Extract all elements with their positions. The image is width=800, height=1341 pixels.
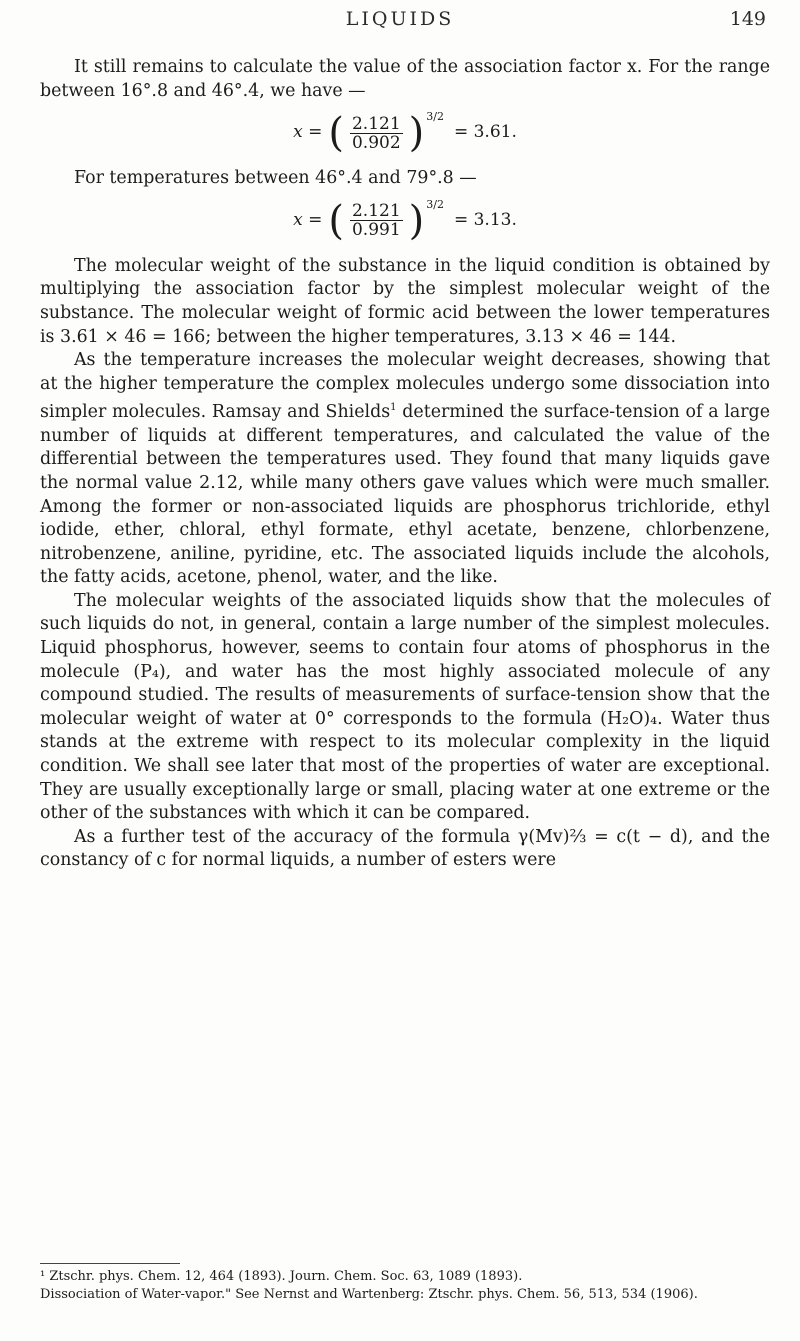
- paragraph-molecular-weight: The molecular weight of the substance in the liquid condition is obtained by multiplying the association factor by the simplest molecular weight of the substance. The molecular weight of formic acid between the lower temperatures is 3.61 × 46 = 166; between the higher temperatures, 3.13 × 46 = 144.: [40, 255, 770, 347]
- fraction-numerator: 2.121: [351, 201, 401, 222]
- fraction-numerator: 2.121: [351, 113, 401, 134]
- left-paren: (: [328, 110, 344, 157]
- left-paren: (: [328, 197, 344, 244]
- equation-exponent: 3/2: [426, 110, 444, 124]
- equation-high-range: [40, 197, 770, 245]
- equation-low-range: [40, 110, 770, 157]
- equation-lhs: x =: [293, 122, 323, 143]
- footnotes: [40, 1268, 770, 1304]
- paragraph-higher-range: For temperatures between 46°.4 and 79°.8 —: [74, 168, 477, 189]
- page-header: [0, 6, 800, 36]
- fraction-denominator: 0.991: [351, 220, 401, 241]
- running-head: LIQUIDS: [345, 8, 455, 30]
- fraction: [350, 115, 403, 152]
- paragraph-association-intro: It still remains to calculate the value of the association factor x. For the range between 16°.8 and 46°.4, we have —: [40, 57, 770, 101]
- fraction: [350, 202, 403, 239]
- footnote-marker: 1: [390, 402, 397, 414]
- paragraph-further-test: As a further test of the accuracy of the formula γ(Mv)⅔ = c(t − d), and the constancy of c for normal liquids, a number of esters were: [40, 826, 770, 871]
- equation-result: = 3.13.: [453, 209, 517, 230]
- paragraph-text-end: determined the surface-tension of a large number of liquids at different temperatures, and calculated the value of the differential between the temperatures used. They found that many liquids gave the normal value 2.12, while many others gave values which were much smaller. Among the former or non-associated liquids are phosphorus trichloride, ethyl iodide, ether, chloral, ethyl formate, ethyl acetate, benzene, chlorbenzene, nitrobenzene, aniline, pyridine, etc. The associated liquids include the alcohols, the fatty acids, acetone, phenol, water, and the like.: [40, 402, 770, 588]
- equation-result: = 3.61.: [453, 122, 517, 143]
- fraction-denominator: 0.902: [351, 132, 401, 153]
- paragraph-associated-liquids: The molecular weights of the associated liquids show that the molecules of such liquids do not, in general, contain a large number of the simplest molecules. Liquid phosphorus, however, seems to contain four atoms of phosphorus in the molecule (P₄), and water has the most highly associated molecule of any compound studied. The results of measurements of surface-tension show that the molecular weight of water at 0° corresponds to the formula (H₂O)₄. Water thus stands at the extreme with respect to its molecular complexity in the liquid condition. We shall see later that most of the properties of water are exceptional. They are usually exceptionally large or small, placing water at one extreme or the other of the substances with which it can be compared.: [40, 590, 770, 824]
- footnote-1: ¹ Ztschr. phys. Chem. 12, 464 (1893). Journ. Chem. Soc. 63, 1089 (1893).: [40, 1269, 523, 1284]
- equation-lhs: x =: [293, 209, 323, 230]
- footnote-2: Dissociation of Water-vapor." See Nernst and Wartenberg: Ztschr. phys. Chem. 56, 513, 534 (1906).: [40, 1287, 698, 1302]
- paragraph-text-start: As the temperature increases the molecular weight decreases, showing that at the higher temperature the complex molecules undergo some dissociation into simpler molecules. Ramsay and Shields: [40, 350, 770, 423]
- body-text: [40, 56, 770, 873]
- paragraph-temperature-dissociation: [40, 349, 770, 590]
- right-paren: ): [408, 197, 425, 244]
- equation-exponent: 3/2: [426, 197, 444, 211]
- page-number: 149: [729, 8, 766, 30]
- right-paren: ): [408, 110, 425, 157]
- footnote-divider: [40, 1263, 180, 1264]
